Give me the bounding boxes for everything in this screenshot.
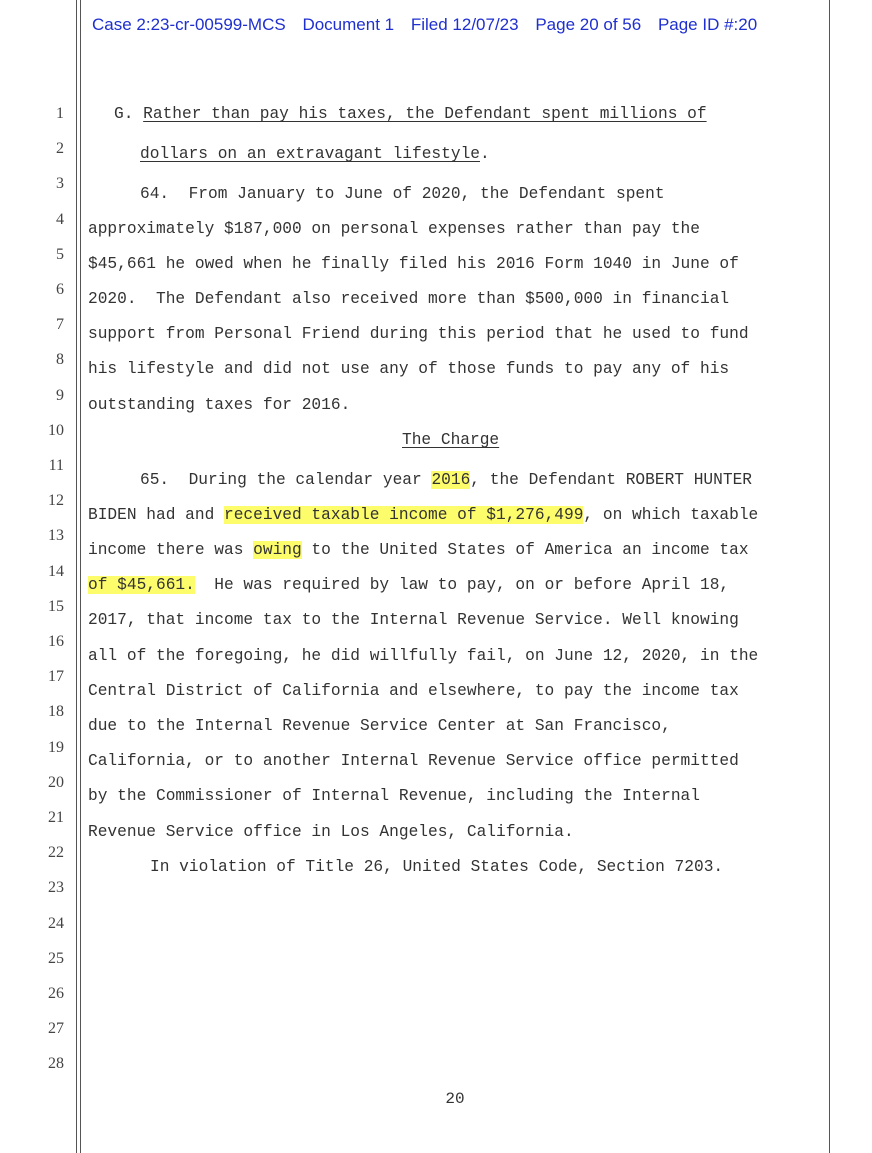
para65-line: income there was owing to the United States of America an income tax bbox=[88, 541, 749, 559]
line-number: 6 bbox=[56, 281, 64, 298]
para65-line: by the Commissioner of Internal Revenue, including the Internal bbox=[88, 787, 700, 805]
line-number: 2 bbox=[56, 140, 64, 158]
para65-line: of $45,661. He was required by law to pay, on or before April 18, bbox=[88, 576, 730, 594]
line-number: 12 bbox=[48, 492, 64, 510]
court-header bbox=[92, 15, 769, 35]
para65-line: 2017, that income tax to the Internal Revenue Service. Well knowing bbox=[88, 611, 739, 629]
violation-statement: In violation of Title 26, United States Code, Section 7203. bbox=[150, 858, 724, 876]
highlighted-text: of $45,661. bbox=[88, 576, 195, 594]
case-number: Case 2:23-cr-00599-MCS bbox=[92, 15, 286, 34]
section-g-heading-cont: dollars on an extravagant lifestyle bbox=[140, 145, 480, 163]
line-number: 19 bbox=[48, 738, 64, 756]
document-number: Document 1 bbox=[302, 15, 395, 34]
para64-line: approximately $187,000 on personal expenses rather than pay the bbox=[88, 220, 700, 238]
section-g-heading: Rather than pay his taxes, the Defendant spent millions of bbox=[143, 105, 707, 123]
line-number: 4 bbox=[56, 210, 64, 228]
para64-line: support from Personal Friend during this period that he used to fund bbox=[88, 325, 749, 343]
para65-line: Revenue Service office in Los Angeles, California. bbox=[88, 823, 574, 841]
line-number: 18 bbox=[48, 703, 64, 721]
line-number: 21 bbox=[48, 809, 64, 826]
line-number: 7 bbox=[56, 316, 64, 334]
line-number: 10 bbox=[48, 421, 64, 439]
line-number: 23 bbox=[48, 879, 64, 897]
line-number: 11 bbox=[48, 457, 64, 474]
line-number: 17 bbox=[48, 668, 64, 686]
para65-line: Central District of California and elsewhere, to pay the income tax bbox=[88, 682, 739, 700]
line-number: 13 bbox=[48, 527, 64, 545]
para65-line: BIDEN had and received taxable income of $1,276,499, on which taxable bbox=[88, 506, 759, 524]
line-number: 16 bbox=[48, 633, 64, 650]
line-number: 8 bbox=[56, 351, 64, 369]
para65-line: California, or to another Internal Revenue Service office permitted bbox=[88, 752, 739, 770]
right-margin-rule bbox=[829, 0, 830, 1153]
charge-title: The Charge bbox=[402, 431, 500, 449]
left-margin-rule-outer bbox=[76, 0, 77, 1153]
line-number: 28 bbox=[48, 1055, 64, 1073]
highlighted-text: 2016 bbox=[431, 471, 471, 489]
line-number: 22 bbox=[48, 844, 64, 862]
line-number: 15 bbox=[48, 597, 64, 615]
para64-line: outstanding taxes for 2016. bbox=[88, 396, 351, 414]
line-number: 3 bbox=[56, 175, 64, 193]
para64-line: 2020. The Defendant also received more than $500,000 in financial bbox=[88, 290, 730, 308]
left-margin-rule-inner bbox=[80, 0, 81, 1153]
line-number: 1 bbox=[56, 105, 64, 122]
page-count: Page 20 of 56 bbox=[535, 15, 642, 34]
line-number: 20 bbox=[48, 773, 64, 791]
line-number: 25 bbox=[48, 949, 64, 967]
para65-line: due to the Internal Revenue Service Center at San Francisco, bbox=[88, 717, 671, 735]
page-id: Page ID #:20 bbox=[657, 15, 758, 34]
highlighted-text: received taxable income of $1,276,499 bbox=[224, 506, 584, 524]
line-number: 14 bbox=[48, 562, 64, 580]
line-number: 24 bbox=[48, 914, 64, 932]
line-number: 9 bbox=[56, 386, 64, 404]
para64-line: $45,661 he owed when he finally filed his 2016 Form 1040 in June of bbox=[88, 255, 739, 273]
filed-date: Filed 12/07/23 bbox=[410, 15, 519, 34]
section-g-marker: G. bbox=[114, 105, 134, 123]
line-number: 26 bbox=[48, 985, 64, 1002]
para65-line: 65. During the calendar year 2016, the Defendant ROBERT HUNTER bbox=[140, 471, 753, 489]
highlighted-text: owing bbox=[253, 541, 302, 559]
para64-line: his lifestyle and did not use any of those funds to pay any of his bbox=[88, 360, 730, 378]
para64-line: 64. From January to June of 2020, the Defendant spent bbox=[140, 185, 665, 203]
line-number: 5 bbox=[56, 245, 64, 263]
para65-line: all of the foregoing, he did willfully fail, on June 12, 2020, in the bbox=[88, 647, 759, 665]
line-number: 27 bbox=[48, 1020, 64, 1038]
section-g-line2: dollars on an extravagant lifestyle. bbox=[140, 145, 490, 163]
section-g-line1 bbox=[114, 104, 707, 124]
page-number: 20 bbox=[445, 1090, 465, 1108]
